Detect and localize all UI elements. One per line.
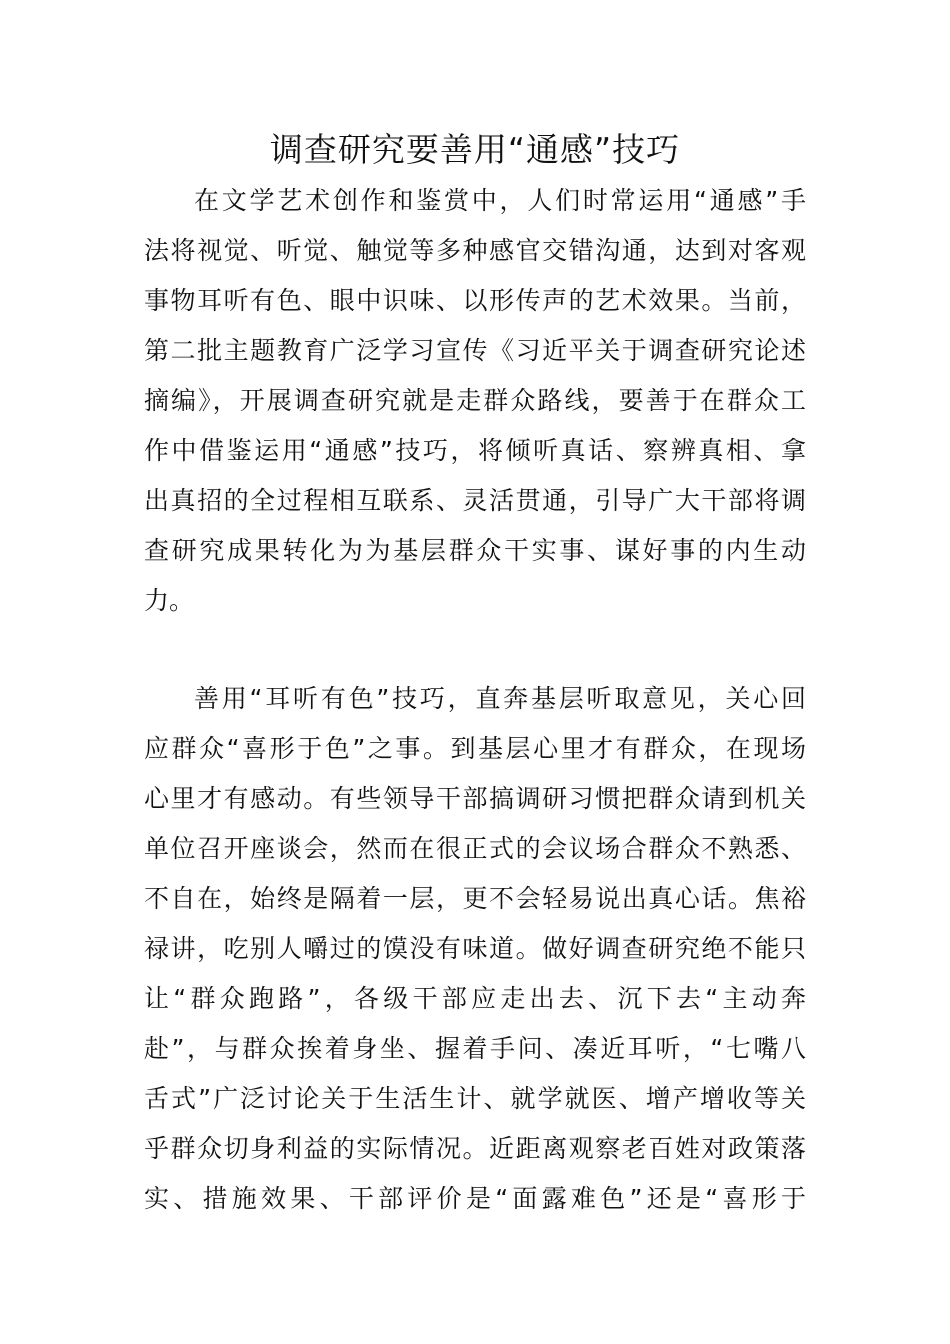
- paragraph-2-line: 乎群众切身利益的实际情况。近距离观察老百姓对政策落: [144, 1134, 806, 1163]
- paragraph-1-line: 摘编》，开展调查研究就是走群众路线，要善于在群众工: [144, 386, 806, 415]
- paragraph-2-line: 赴”，与群众挨着身坐、握着手问、凑近耳听，“七嘴八: [144, 1034, 806, 1063]
- paragraph-2-line: 应群众“喜形于色”之事。到基层心里才有群众，在现场: [144, 734, 806, 763]
- paragraph-1-line: 力。: [144, 586, 195, 615]
- paragraph-2-line: 让“群众跑路”，各级干部应走出去、沉下去“主动奔: [144, 984, 806, 1013]
- paragraph-1-line: 作中借鉴运用“通感”技巧，将倾听真话、察辨真相、拿: [144, 436, 806, 465]
- paragraph-2-line: 善用“耳听有色”技巧，直奔基层听取意见，关心回: [194, 684, 806, 713]
- paragraph-2-line: 单位召开座谈会，然而在很正式的会议场合群众不熟悉、: [144, 834, 806, 863]
- paragraph-1-line: 查研究成果转化为为基层群众干实事、谋好事的内生动: [144, 536, 806, 565]
- paragraph-2-line: 舌式”广泛讨论关于生活生计、就学就医、增产增收等关: [144, 1084, 806, 1113]
- paragraph-2-line: 禄讲，吃别人嚼过的馍没有味道。做好调查研究绝不能只: [144, 934, 806, 963]
- paragraph-2-line: 不自在，始终是隔着一层，更不会轻易说出真心话。焦裕: [144, 884, 806, 913]
- paragraph-1-line: 法将视觉、听觉、触觉等多种感官交错沟通，达到对客观: [144, 236, 806, 265]
- paragraph-1-line: 在文学艺术创作和鉴赏中，人们时常运用“通感”手: [194, 186, 806, 215]
- paragraph-2-line: 实、措施效果、干部评价是“面露难色”还是“喜形于: [144, 1184, 806, 1213]
- paragraph-1-line: 第二批主题教育广泛学习宣传《习近平关于调查研究论述: [144, 336, 806, 365]
- paragraph-1-line: 出真招的全过程相互联系、灵活贯通，引导广大干部将调: [144, 486, 806, 515]
- paragraph-2-line: 心里才有感动。有些领导干部搞调研习惯把群众请到机关: [144, 784, 806, 813]
- paragraph-1-line: 事物耳听有色、眼中识味、以形传声的艺术效果。当前，: [144, 286, 806, 315]
- document-title: 调查研究要善用“通感”技巧: [269, 130, 681, 169]
